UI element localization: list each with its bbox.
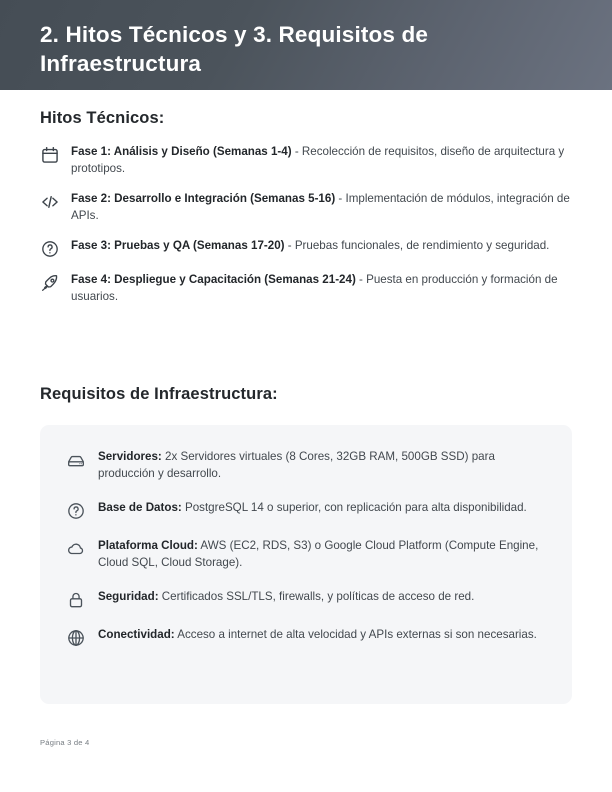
list-item-label: Base de Datos: [98, 501, 182, 515]
code-icon [40, 192, 60, 212]
lock-icon [66, 590, 86, 610]
list-item-label: Plataforma Cloud: [98, 539, 198, 553]
list-item-description: AWS (EC2, RDS, S3) o Google Cloud Platform (Compute Engine, Cloud SQL, Cloud Storage). [98, 539, 539, 570]
list-item-description: - Recolección de requisitos, diseño de arquitectura y prototipos. [71, 145, 565, 175]
milestones-list [40, 144, 572, 305]
list-item-description: 2x Servidores virtuales (8 Cores, 32GB RAM, 500GB SSD) para producción y desarrollo. [98, 450, 495, 481]
page-header [0, 0, 612, 90]
globe-icon [66, 628, 86, 648]
list-item-text [98, 589, 546, 606]
list-item [66, 627, 546, 648]
list-item-label: Fase 4: Despliegue y Capacitación (Semanas 21-24) [71, 272, 356, 286]
list-item [66, 500, 546, 521]
list-item-text [98, 627, 546, 644]
page-title: 2. Hitos Técnicos y 3. Requisitos de Infraestructura [40, 22, 429, 76]
list-item-description: - Implementación de módulos, integración de APIs. [71, 191, 570, 222]
list-item [40, 272, 572, 306]
list-item-description: Acceso a internet de alta velocidad y APIs externas si son necesarias. [174, 628, 537, 642]
list-item [40, 238, 572, 259]
infrastructure-heading: Requisitos de Infraestructura: [40, 385, 278, 404]
list-item-label: Seguridad: [98, 590, 159, 604]
list-item-text [71, 238, 572, 255]
list-item-label: Fase 3: Pruebas y QA (Semanas 17-20) [71, 238, 285, 252]
infrastructure-list [66, 449, 546, 648]
cloud-icon [66, 539, 86, 559]
list-item-label: Servidores: [98, 450, 162, 464]
list-item-text [98, 449, 546, 483]
list-item-text [98, 500, 546, 517]
list-item-label: Fase 2: Desarrollo e Integración (Semanas 5-16) [71, 191, 336, 205]
list-item-description: - Puesta en producción y formación de usuarios. [71, 272, 558, 303]
list-item-text [71, 272, 572, 306]
list-item-text [98, 538, 546, 572]
list-item [40, 144, 572, 178]
calendar-icon [40, 145, 60, 165]
rocket-icon [40, 273, 60, 293]
list-item-description: - Pruebas funcionales, de rendimiento y seguridad. [284, 238, 550, 252]
list-item [40, 191, 572, 225]
page-content [0, 90, 612, 704]
list-item-label: Conectividad: [98, 628, 175, 642]
infrastructure-heading-wrap [40, 305, 572, 404]
list-item-description: PostgreSQL 14 o superior, con replicación para alta disponibilidad. [181, 501, 527, 515]
list-item [66, 589, 546, 610]
page-footer: Página 3 de 4 [40, 738, 90, 747]
list-item [66, 538, 546, 572]
question-circle-icon [66, 501, 86, 521]
list-item-label: Fase 1: Análisis y Diseño (Semanas 1-4) [71, 145, 292, 158]
list-item-text [71, 144, 572, 178]
question-circle-icon [40, 239, 60, 259]
list-item-description: Certificados SSL/TLS, firewalls, y políticas de acceso de red. [158, 590, 475, 604]
hard-drive-icon [66, 450, 86, 470]
list-item [66, 449, 546, 483]
infrastructure-card [40, 425, 572, 704]
list-item-text [71, 191, 572, 225]
milestones-heading: Hitos Técnicos: [40, 109, 165, 127]
